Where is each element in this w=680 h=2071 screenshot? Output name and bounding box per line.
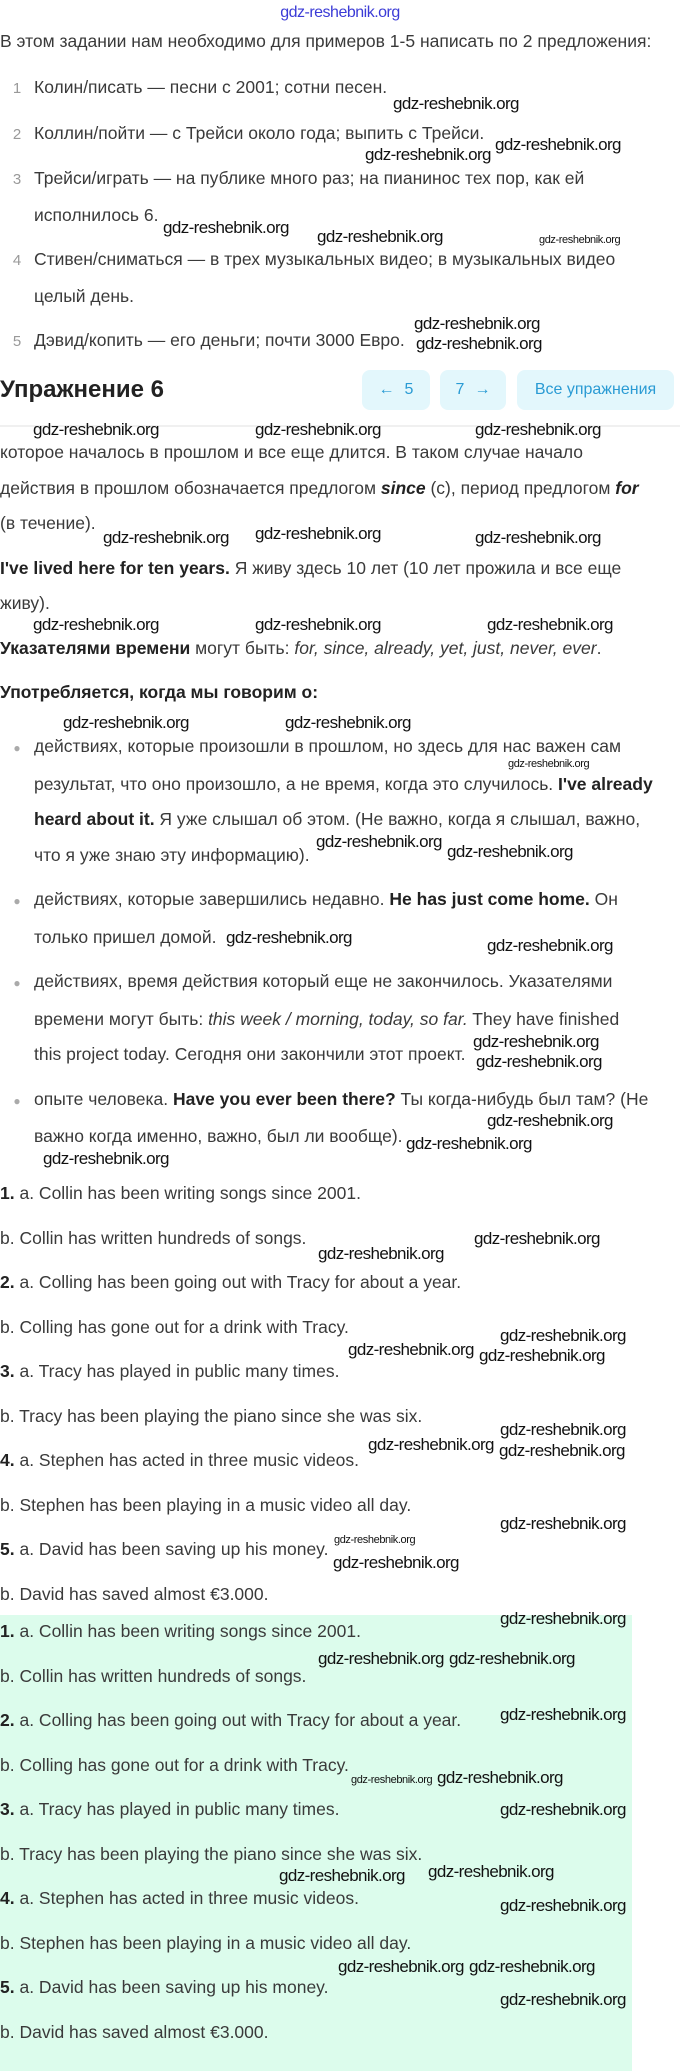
answer-line bbox=[0, 1354, 680, 1390]
answer-text: b. Stephen has been playing in a music video all day. bbox=[0, 1932, 412, 1953]
arrow-left-icon: ← bbox=[378, 381, 395, 398]
all-exercises-label: Все упражнения bbox=[534, 381, 657, 398]
answer-text: b. Stephen has been playing in a music video all day. bbox=[0, 1494, 412, 1515]
task-line bbox=[0, 161, 680, 198]
task-line bbox=[0, 242, 680, 279]
task-line bbox=[0, 198, 680, 234]
watermark: gdz-reshebnik.org bbox=[500, 1514, 626, 1533]
item-text: Трейси/играть — на публике много раз; на пианинос тех пор, как ей bbox=[34, 168, 585, 188]
watermark: gdz-reshebnik.org bbox=[500, 1326, 626, 1345]
watermark: gdz-reshebnik.org bbox=[333, 1553, 459, 1572]
plain-text: (с), период предлогом bbox=[425, 477, 616, 498]
divider bbox=[0, 425, 680, 427]
watermark: gdz-reshebnik.org bbox=[500, 1609, 626, 1628]
text-line bbox=[0, 838, 680, 874]
plain-text: живу). bbox=[0, 593, 50, 613]
plain-text: действия в прошлом обозначается предлогом bbox=[0, 477, 381, 498]
watermark: gdz-reshebnik.org bbox=[508, 758, 590, 770]
answer-line bbox=[0, 1577, 680, 1613]
answer-text: a. Stephen has acted in three music videos. bbox=[14, 1450, 359, 1470]
watermark: gdz-reshebnik.org bbox=[428, 1862, 554, 1881]
paragraph bbox=[0, 551, 680, 622]
watermark: gdz-reshebnik.org bbox=[500, 1990, 626, 2009]
intro-text: В этом задании нам необходимо для примеров 1-5 написать по 2 предложения: bbox=[0, 31, 652, 51]
task-item bbox=[0, 116, 680, 153]
watermark: gdz-reshebnik.org bbox=[487, 936, 613, 955]
answer-line bbox=[0, 1310, 680, 1346]
bullet-icon: ● bbox=[13, 894, 21, 908]
watermark: gdz-reshebnik.org bbox=[368, 1435, 494, 1454]
emphasis-text: for, since, already, yet, just, never, ever bbox=[294, 637, 597, 658]
usage-list bbox=[0, 729, 680, 1164]
emphasis-text: Указателями времени bbox=[0, 637, 191, 658]
plain-text: времени могут быть: bbox=[34, 1008, 209, 1029]
text-line bbox=[0, 506, 680, 542]
watermark: gdz-reshebnik.org bbox=[103, 528, 229, 547]
task-item bbox=[0, 70, 680, 107]
answer-text: a. David has been saving up his money. bbox=[14, 1539, 329, 1559]
answer-text: b. Collin has written hundreds of songs. bbox=[0, 1665, 307, 1686]
paragraph bbox=[0, 435, 680, 542]
plain-text: действиях, которые произошли в прошлом, но здесь для нас важен сам bbox=[34, 736, 622, 756]
watermark: gdz-reshebnik.org bbox=[500, 1705, 626, 1724]
answer-text: a. Collin has been writing songs since 2001. bbox=[14, 1183, 361, 1203]
plain-text: Я уже слышал об этом. (Не важно, когда я слышал, важно, bbox=[154, 809, 641, 829]
site-link[interactable]: gdz-reshebnik.org bbox=[280, 4, 400, 21]
bullet-icon: ● bbox=[13, 1093, 21, 1108]
answer-text: b. Collin has written hundreds of songs. bbox=[0, 1227, 307, 1248]
plain-text: результат, что оно произошло, а не время, когда это случилось. bbox=[34, 773, 559, 794]
text-line bbox=[0, 1002, 680, 1038]
text-line bbox=[0, 964, 680, 1002]
emphasis-text: I've lived here for ten years. bbox=[0, 557, 230, 578]
watermark: gdz-reshebnik.org bbox=[334, 1534, 416, 1546]
answer-number: 2. bbox=[0, 1710, 15, 1730]
plain-text: . bbox=[596, 637, 602, 658]
emphasis-text: Употребляется, когда мы говорим о: bbox=[0, 682, 319, 702]
watermark: gdz-reshebnik.org bbox=[318, 1649, 444, 1668]
task-line bbox=[0, 323, 680, 360]
plain-text: They have finished bbox=[467, 1008, 620, 1029]
emphasis-text: Have you ever been there? bbox=[172, 1088, 396, 1109]
plain-text: Я живу здесь 10 лет (10 лет прожила и все еще bbox=[229, 557, 622, 578]
watermark: gdz-reshebnik.org bbox=[33, 615, 159, 634]
plain-text: действиях, которые завершились недавно. bbox=[34, 889, 390, 909]
answer-line bbox=[0, 1659, 680, 1695]
watermark: gdz-reshebnik.org bbox=[338, 1957, 464, 1976]
text-line bbox=[0, 1119, 680, 1155]
answer-text: b. David has saved almost €3.000. bbox=[0, 2021, 269, 2042]
item-number: 4 bbox=[12, 252, 22, 269]
text-line bbox=[0, 729, 680, 767]
watermark: gdz-reshebnik.org bbox=[495, 135, 621, 154]
text-line bbox=[0, 631, 680, 667]
task-item bbox=[0, 242, 680, 314]
answer-text: b. Tracy has been playing the piano since she was six. bbox=[0, 1843, 423, 1864]
watermark: gdz-reshebnik.org bbox=[255, 615, 381, 634]
plain-text: (в течение). bbox=[0, 513, 96, 533]
watermark: gdz-reshebnik.org bbox=[499, 1441, 625, 1460]
emphasis-text: since bbox=[380, 477, 426, 498]
watermark: gdz-reshebnik.org bbox=[437, 1768, 563, 1787]
watermark: gdz-reshebnik.org bbox=[318, 1244, 444, 1263]
watermark: gdz-reshebnik.org bbox=[487, 1111, 613, 1130]
watermark: gdz-reshebnik.org bbox=[474, 1229, 600, 1248]
plain-text: только пришел домой. bbox=[34, 926, 217, 947]
answer-number: 4. bbox=[0, 1888, 15, 1908]
watermark: gdz-reshebnik.org bbox=[416, 334, 542, 353]
watermark: gdz-reshebnik.org bbox=[500, 1896, 626, 1915]
watermark: gdz-reshebnik.org bbox=[475, 528, 601, 547]
watermark: gdz-reshebnik.org bbox=[43, 1149, 169, 1168]
watermark: gdz-reshebnik.org bbox=[414, 314, 540, 333]
bullet-icon: ● bbox=[13, 741, 21, 755]
answer-number: 1. bbox=[0, 1621, 15, 1641]
answer-text: b. Tracy has been playing the piano since she was six. bbox=[0, 1405, 423, 1426]
watermark: gdz-reshebnik.org bbox=[476, 1052, 602, 1071]
text-line bbox=[0, 920, 680, 956]
answer-number: 2. bbox=[0, 1272, 15, 1292]
watermark: gdz-reshebnik.org bbox=[317, 227, 443, 246]
answer-text: a. Tracy has played in public many times. bbox=[14, 1799, 340, 1819]
watermark: gdz-reshebnik.org bbox=[479, 1346, 605, 1365]
task-line bbox=[0, 70, 680, 107]
next-exercise-button[interactable] bbox=[440, 370, 506, 410]
next-exercise-label: 7 bbox=[455, 381, 465, 398]
text-line bbox=[0, 675, 680, 711]
paragraph bbox=[0, 631, 680, 667]
answer-line bbox=[0, 1488, 680, 1524]
emphasis-text: this week / morning, today, so far. bbox=[208, 1008, 468, 1029]
item-text: Дэвид/копить — его деньги; почти 3000 Евро. bbox=[34, 330, 405, 350]
plain-text: которое началось в прошлом и все еще длится. В таком случае начало bbox=[0, 442, 584, 462]
watermark: gdz-reshebnik.org bbox=[393, 94, 519, 113]
watermark: gdz-reshebnik.org bbox=[500, 1420, 626, 1439]
answer-line bbox=[0, 1265, 680, 1301]
plain-text: опыте человека. bbox=[34, 1088, 173, 1109]
answer-line bbox=[0, 1792, 680, 1828]
watermark: gdz-reshebnik.org bbox=[539, 234, 621, 246]
item-number: 3 bbox=[12, 171, 22, 188]
text-line bbox=[0, 1082, 680, 1120]
plain-text: Он bbox=[589, 889, 618, 909]
answer-number: 4. bbox=[0, 1450, 15, 1470]
watermark: gdz-reshebnik.org bbox=[316, 832, 442, 851]
watermark: gdz-reshebnik.org bbox=[255, 420, 381, 439]
watermark: gdz-reshebnik.org bbox=[469, 1957, 595, 1976]
watermark: gdz-reshebnik.org bbox=[449, 1649, 575, 1668]
item-text: Стивен/сниматься — в трех музыкальных видео; в музыкальных видео bbox=[34, 249, 616, 269]
text-line bbox=[0, 882, 680, 920]
task-item bbox=[0, 161, 680, 233]
answer-text: a. Tracy has played in public many times. bbox=[14, 1361, 340, 1381]
answer-number: 3. bbox=[0, 1799, 15, 1819]
answer-line bbox=[0, 1176, 680, 1212]
paragraph bbox=[0, 675, 680, 711]
task-item bbox=[0, 323, 680, 360]
answer-line bbox=[0, 1443, 680, 1479]
answer-number: 3. bbox=[0, 1361, 15, 1381]
text-line bbox=[0, 586, 680, 622]
watermark: gdz-reshebnik.org bbox=[447, 842, 573, 861]
plain-text: действиях, время действия который еще не закончилось. Указателями bbox=[34, 971, 613, 991]
text-line bbox=[0, 551, 680, 587]
prev-exercise-label: 5 bbox=[404, 381, 414, 398]
task-line bbox=[0, 279, 680, 315]
text-line bbox=[0, 435, 680, 471]
usage-item bbox=[0, 729, 680, 873]
text-line bbox=[0, 802, 680, 838]
item-number: 2 bbox=[12, 125, 22, 143]
text-line bbox=[0, 471, 680, 507]
watermark: gdz-reshebnik.org bbox=[500, 1800, 626, 1819]
answer-line bbox=[0, 1837, 680, 1873]
watermark: gdz-reshebnik.org bbox=[226, 928, 352, 947]
item-number: 1 bbox=[12, 80, 22, 97]
answer-text: b. Colling has gone out for a drink with Tracy. bbox=[0, 1316, 349, 1337]
all-exercises-button[interactable] bbox=[517, 370, 674, 410]
answer-line bbox=[0, 1399, 680, 1435]
answers-list-highlighted bbox=[0, 1614, 680, 2059]
watermark: gdz-reshebnik.org bbox=[285, 713, 411, 732]
answer-line bbox=[0, 1926, 680, 1962]
answer-line bbox=[0, 1970, 680, 2006]
plain-text: Ты когда-нибудь был там? (Не bbox=[395, 1088, 649, 1109]
watermark: gdz-reshebnik.org bbox=[365, 145, 491, 164]
arrow-right-icon: → bbox=[474, 381, 491, 398]
item-text: Колин/писать — песни с 2001; сотни песен. bbox=[34, 77, 388, 97]
item-text: Коллин/пойти — с Трейси около года; выпить с Трейси. bbox=[34, 122, 485, 143]
exercise-title: Упражнение 6 bbox=[0, 376, 164, 403]
usage-item bbox=[0, 964, 680, 1073]
answer-line bbox=[0, 1614, 680, 1650]
watermark: gdz-reshebnik.org bbox=[163, 218, 289, 237]
answer-text: a. Collin has been writing songs since 2001. bbox=[14, 1621, 361, 1641]
answer-line bbox=[0, 1748, 680, 1784]
answer-line bbox=[0, 1221, 680, 1257]
answer-line bbox=[0, 2015, 680, 2051]
watermark: gdz-reshebnik.org bbox=[351, 1774, 433, 1786]
plain-text: могут быть: bbox=[190, 637, 295, 658]
answer-text: a. David has been saving up his money. bbox=[14, 1977, 329, 1997]
watermark: gdz-reshebnik.org bbox=[487, 615, 613, 634]
text-line bbox=[0, 767, 680, 803]
answer-text: a. Colling has been going out with Tracy for about a year. bbox=[14, 1710, 462, 1730]
answer-text: b. David has saved almost €3.000. bbox=[0, 1583, 269, 1604]
task-list bbox=[0, 70, 680, 369]
watermark: gdz-reshebnik.org bbox=[63, 713, 189, 732]
plain-text: важно когда именно, важно, был ли вообще). bbox=[34, 1126, 403, 1146]
answer-number: 5. bbox=[0, 1539, 15, 1559]
bullet-icon: ● bbox=[13, 976, 21, 990]
answer-number: 1. bbox=[0, 1183, 15, 1203]
plain-text: this project today. Сегодня они закончили этот проект. bbox=[34, 1044, 466, 1064]
theory-text bbox=[0, 435, 680, 711]
answer-line bbox=[0, 1881, 680, 1917]
watermark: gdz-reshebnik.org bbox=[279, 1866, 405, 1885]
text-line bbox=[0, 1037, 680, 1073]
watermark: gdz-reshebnik.org bbox=[255, 524, 381, 543]
answer-text: a. Colling has been going out with Tracy for about a year. bbox=[14, 1272, 462, 1292]
prev-exercise-button[interactable] bbox=[362, 370, 430, 410]
answer-line bbox=[0, 1532, 680, 1568]
watermark: gdz-reshebnik.org bbox=[473, 1032, 599, 1051]
usage-item bbox=[0, 1082, 680, 1155]
emphasis-text: heard about it. bbox=[34, 809, 155, 829]
watermark: gdz-reshebnik.org bbox=[406, 1134, 532, 1153]
answer-text: a. Stephen has acted in three music videos. bbox=[14, 1888, 359, 1908]
answer-line bbox=[0, 1703, 680, 1739]
watermark: gdz-reshebnik.org bbox=[348, 1340, 474, 1359]
watermark: gdz-reshebnik.org bbox=[475, 420, 601, 439]
watermark: gdz-reshebnik.org bbox=[33, 420, 159, 439]
task-line bbox=[0, 116, 680, 153]
item-text: целый день. bbox=[34, 285, 134, 306]
emphasis-text: He has just come home. bbox=[389, 889, 590, 909]
answer-number: 5. bbox=[0, 1977, 15, 1997]
usage-item bbox=[0, 882, 680, 955]
plain-text: что я уже знаю эту информацию). bbox=[34, 844, 310, 865]
answers-list bbox=[0, 1176, 680, 1621]
emphasis-text: for bbox=[615, 477, 639, 498]
item-text: исполнилось 6. bbox=[34, 204, 159, 225]
emphasis-text: I've already bbox=[558, 773, 653, 794]
answer-text: b. Colling has gone out for a drink with Tracy. bbox=[0, 1754, 349, 1775]
item-number: 5 bbox=[12, 333, 22, 350]
